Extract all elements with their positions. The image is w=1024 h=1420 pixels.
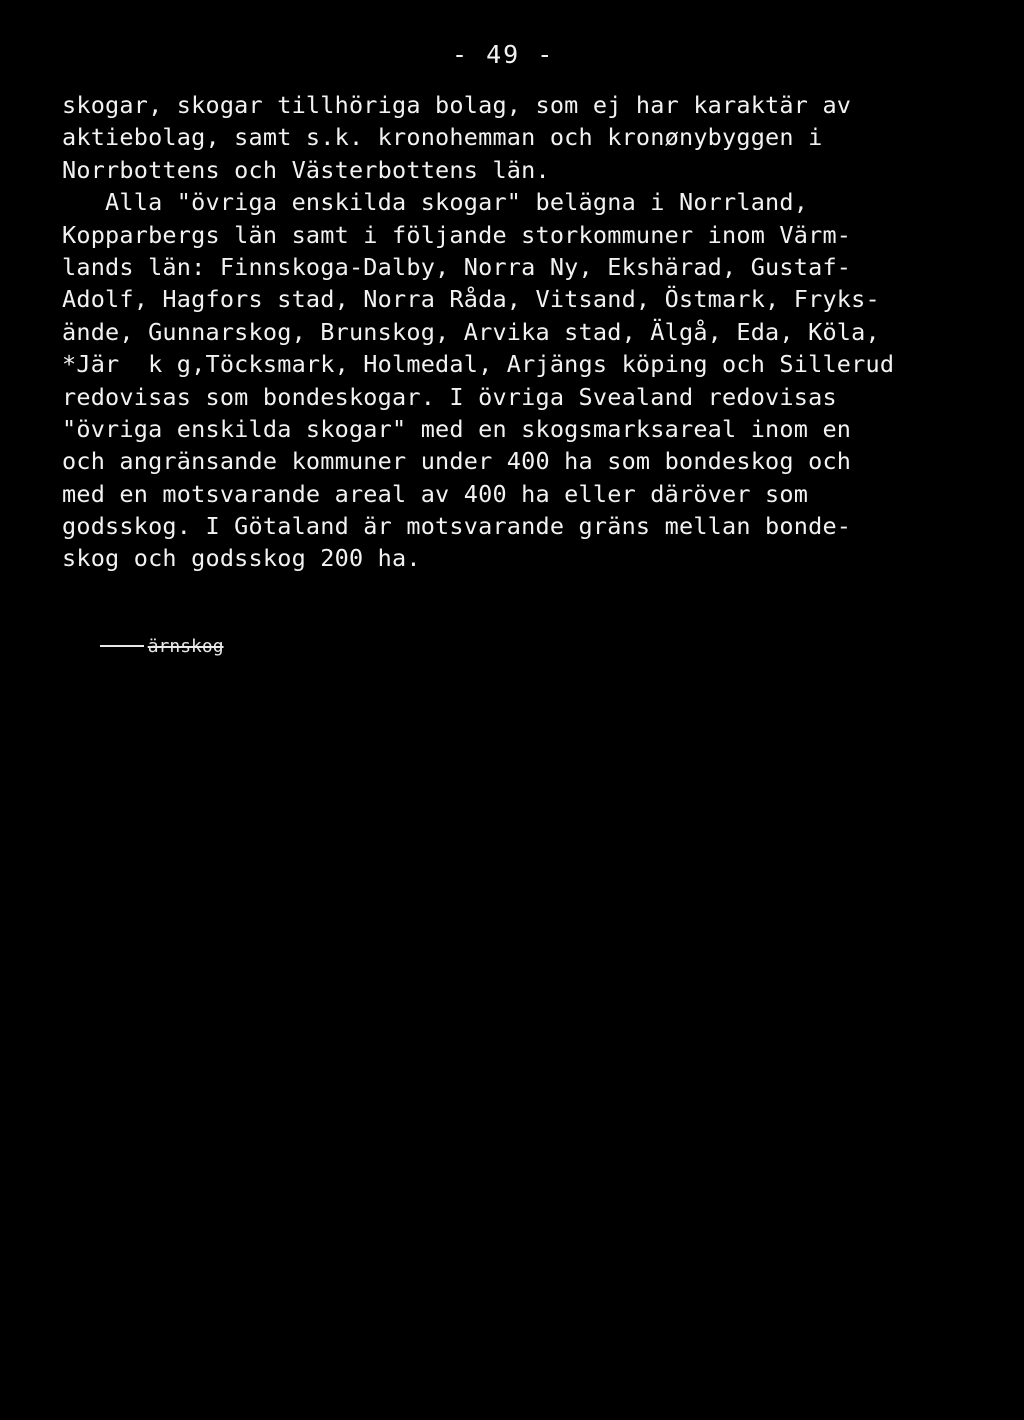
text-line: skog och godsskog 200 ha. — [62, 544, 421, 573]
text-line: ände, Gunnarskog, Brunskog, Arvika stad, Älgå, Eda, Köla, — [62, 317, 880, 346]
footnote-text: ärnskog — [147, 635, 224, 657]
footnote — [78, 614, 224, 657]
text-line: *Jär k g,Töcksmark, Holmedal, Arjängs köping och Sillerud — [62, 350, 895, 379]
body-paragraphs — [62, 89, 992, 575]
text-line: "övriga enskilda skogar" med en skogsmarksareal inom en — [62, 414, 852, 443]
text-line: aktiebolag, samt s.k. kronohemman och kronønybyggen i — [62, 123, 823, 152]
text-line: med en motsvarande areal av 400 ha eller däröver som — [62, 479, 809, 508]
text-line: Adolf, Hagfors stad, Norra Råda, Vitsand, Östmark, Fryks- — [62, 285, 880, 314]
text-line: Kopparbergs län samt i följande storkommuner inom Värm- — [62, 220, 852, 249]
text-line: redovisas som bondeskogar. I övriga Svealand redovisas — [62, 382, 837, 411]
text-line: godsskog. I Götaland är motsvarande gräns mellan bonde- — [62, 512, 852, 541]
text-line: skogar, skogar tillhöriga bolag, som ej har karaktär av — [62, 91, 852, 119]
page-number: - 49 - — [452, 40, 555, 69]
text-line: och angränsande kommuner under 400 ha som bondeskog och — [62, 447, 852, 476]
text-line: Alla "övriga enskilda skogar" belägna i Norrland, — [62, 188, 809, 217]
text-line: lands län: Finnskoga-Dalby, Norra Ny, Ekshärad, Gustaf- — [62, 252, 852, 281]
footnote-rule — [100, 645, 144, 647]
text-line: Norrbottens och Västerbottens län. — [62, 155, 550, 184]
